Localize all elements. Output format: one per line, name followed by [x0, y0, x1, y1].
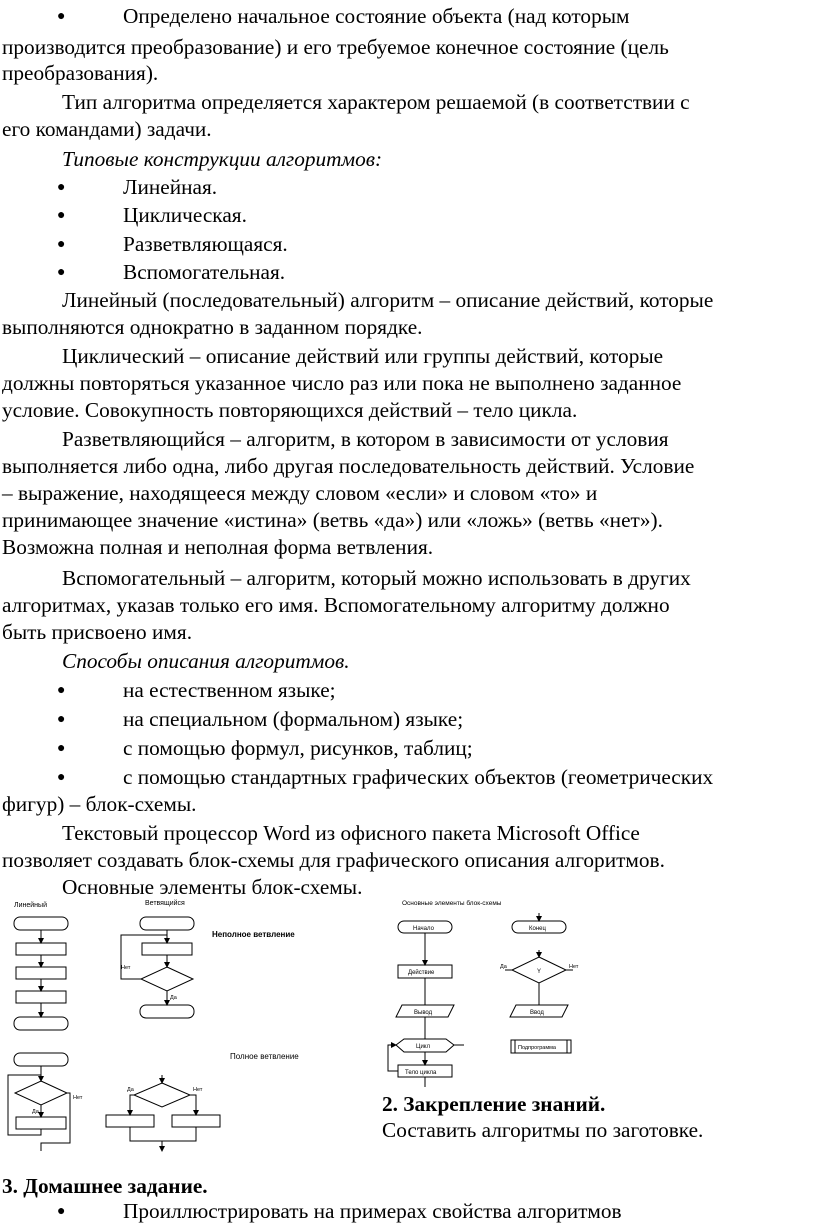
label-loop: Цикл	[416, 1044, 430, 1050]
text-line: принимающее значение «истина» (ветвь «да») или «ложь» (ветвь «нет»).	[2, 508, 663, 532]
list-item: с помощью стандартных графических объектов (геометрических	[123, 765, 714, 789]
loop-start	[14, 1053, 68, 1066]
label-end: Конец	[529, 926, 546, 932]
section-heading-italic: Типовые конструкции алгоритмов:	[62, 147, 383, 171]
section-2-text: Составить алгоритмы по заготовке.	[382, 1118, 704, 1142]
bullet: ●	[57, 1204, 66, 1219]
text-line: Циклический – описание действий или группы действий, которые	[62, 344, 664, 368]
full-branch-action-right	[172, 1115, 220, 1127]
list-item: на естественном языке;	[123, 678, 336, 702]
list-item: Вспомогательная.	[123, 260, 286, 284]
label-start: Начало	[413, 926, 434, 932]
linear-end	[14, 1017, 68, 1030]
section-2-title: 2. Закрепление знаний.	[382, 1092, 606, 1116]
branch-start	[140, 917, 194, 930]
label-elements-title: Основные элементы блок-схемы	[402, 900, 502, 907]
label-loop-body: Тело цикла	[405, 1070, 437, 1076]
list-item: Проиллюстрировать на примерах свойства алгоритмов	[123, 1199, 622, 1223]
bullet: ●	[57, 265, 66, 280]
text-line: Линейный (последовательный) алгоритм – описание действий, которые	[62, 288, 714, 312]
label-output: Вывод	[414, 1010, 433, 1016]
full-branch-condition	[134, 1083, 190, 1107]
section-heading-italic: Способы описания алгоритмов.	[62, 649, 350, 673]
linear-action-1	[16, 943, 66, 955]
label-incomplete-branch: Неполное ветвление	[212, 930, 295, 939]
text-line: выполняются однократно в заданном порядке.	[2, 315, 423, 339]
label-condition: Y	[537, 969, 542, 975]
bullet: ●	[57, 180, 66, 195]
text-line: быть присвоено имя.	[2, 620, 193, 644]
bullet: ●	[57, 741, 66, 756]
list-item: на специальном (формальном) языке;	[123, 707, 464, 731]
bullet: ●	[57, 208, 66, 223]
full-branch-action-left	[106, 1115, 154, 1127]
list-item: Линейная.	[123, 175, 218, 199]
label-input: Ввод	[530, 1010, 544, 1016]
text-line: должны повторяться указанное число раз или пока не выполнено заданное	[2, 371, 682, 395]
branch-condition	[141, 967, 193, 991]
label-yes: Да	[32, 1109, 39, 1115]
loop-body	[16, 1117, 66, 1129]
linear-start	[14, 917, 68, 930]
text-line: Определено начальное состояние объекта (над которым	[123, 4, 630, 28]
bullet: ●	[57, 9, 66, 24]
label-no: Нет	[193, 1087, 203, 1093]
bullet: ●	[57, 712, 66, 727]
text-line: фигур) – блок-схемы.	[2, 792, 197, 816]
label-action: Действие	[408, 970, 435, 976]
list-item: Циклическая.	[123, 203, 247, 227]
text-line: его командами) задачи.	[2, 117, 212, 141]
label-linear: Линейный	[14, 902, 47, 909]
loop-condition	[15, 1081, 67, 1105]
text-line: Разветвляющийся – алгоритм, в котором в зависимости от условия	[62, 427, 669, 451]
label-yes: Да	[127, 1087, 134, 1093]
bullet: ●	[57, 770, 66, 785]
text-line: преобразования).	[2, 61, 159, 85]
label-no: Нет	[121, 965, 131, 971]
branch-action-top	[142, 943, 192, 955]
branch-end	[140, 1005, 194, 1018]
text-line: алгоритмах, указав только его имя. Вспомогательному алгоритму должно	[2, 593, 670, 617]
text-line: Возможна полная и неполная форма ветвления.	[2, 535, 434, 559]
bullet: ●	[57, 237, 66, 252]
text-line: выполняется либо одна, либо другая последовательность действий. Условие	[2, 454, 695, 478]
label-complete-branch: Полное ветвление	[230, 1052, 299, 1061]
list-item: Разветвляющаяся.	[123, 232, 288, 256]
text-line: Текстовый процессор Word из офисного пакета Microsoft Office	[62, 821, 640, 845]
bullet: ●	[57, 683, 66, 698]
label-no: Нет	[73, 1095, 83, 1101]
text-line: позволяет создавать блок-схемы для графического описания алгоритмов.	[2, 848, 665, 872]
list-item: с помощью формул, рисунков, таблиц;	[123, 736, 473, 760]
label-branch: Ветвящийся	[145, 900, 185, 907]
label-no: Нет	[569, 964, 579, 970]
section-3-title: 3. Домашнее задание.	[2, 1174, 208, 1198]
text-line: условие. Совокупность повторяющихся действий – тело цикла.	[2, 398, 578, 422]
label-yes: Да	[500, 964, 507, 970]
text-line: Основные элементы блок-схемы.	[62, 875, 363, 899]
linear-action-2	[16, 967, 66, 979]
linear-action-3	[16, 991, 66, 1003]
text-line: Вспомогательный – алгоритм, который можно использовать в других	[62, 566, 691, 590]
label-yes: Да	[170, 995, 177, 1001]
text-line: Тип алгоритма определяется характером решаемой (в соответствии с	[62, 90, 690, 114]
label-subroutine: Подпрограмма	[518, 1045, 556, 1051]
text-line: производится преобразование) и его требуемое конечное состояние (цель	[2, 35, 669, 59]
text-line: – выражение, находящееся между словом «если» и словом «то» и	[2, 481, 598, 505]
